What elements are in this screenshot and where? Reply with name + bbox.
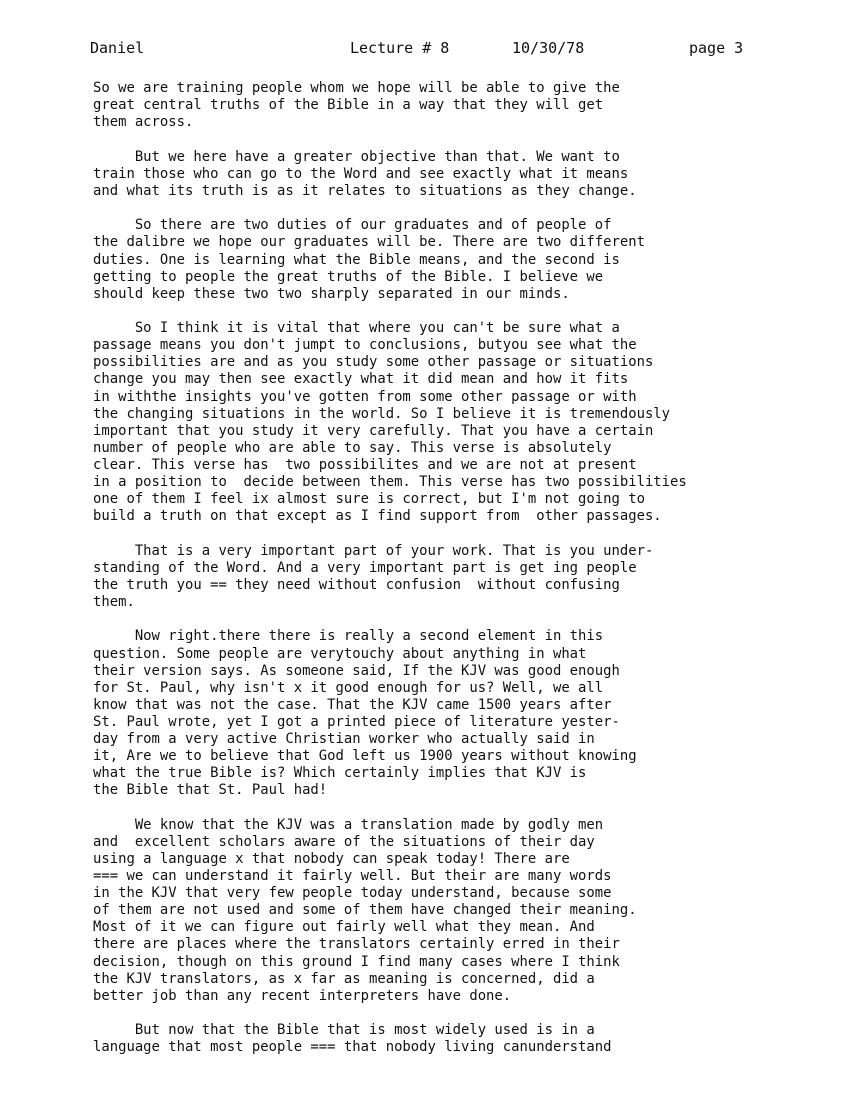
text-line: Now right.there there is really a second element in this bbox=[93, 628, 604, 645]
text-line: But we here have a greater objective than that. We want to bbox=[93, 148, 620, 165]
text-line: them. bbox=[93, 594, 135, 610]
paragraph bbox=[93, 320, 838, 525]
paragraph bbox=[93, 1022, 838, 1056]
header-page-number: page 3 bbox=[689, 39, 744, 57]
text-line: passage means you don't jumpt to conclusions, butyou see what the bbox=[93, 337, 637, 354]
paragraph bbox=[93, 628, 838, 799]
text-line: there are places where the translators certainly erred in their bbox=[93, 936, 620, 953]
text-line: in the KJV that very few people today understand, because some bbox=[93, 885, 612, 902]
text-line: and excellent scholars aware of the situations of their day bbox=[93, 833, 595, 850]
text-line: in a position to decide between them. This verse has two possibilities bbox=[93, 474, 687, 491]
text-line: clear. This verse has two possibilites and we are not at present bbox=[93, 456, 637, 473]
text-line: Most of it we can figure out fairly well what they mean. And bbox=[93, 919, 595, 936]
paragraph bbox=[93, 217, 838, 302]
text-line: change you may then see exactly what it did mean and how it fits bbox=[93, 371, 629, 388]
text-line: So there are two duties of our graduates and of people of bbox=[93, 217, 612, 234]
text-line: day from a very active Christian worker who actually said in bbox=[93, 731, 595, 748]
text-line: standing of the Word. And a very important part is get ing people bbox=[93, 559, 637, 576]
text-line: better job than any recent interpreters have done. bbox=[93, 987, 512, 1004]
text-line: for St. Paul, why isn't x it good enough for us? Well, we all bbox=[93, 679, 604, 696]
text-line: train those who can go to the Word and see exactly what it means bbox=[93, 165, 629, 182]
text-line: should keep these two two sharply separated in our minds. bbox=[93, 285, 570, 302]
text-line: === we can understand it fairly well. But their are many words bbox=[93, 868, 612, 885]
header-course: Daniel bbox=[90, 39, 145, 57]
text-line: We know that the KJV was a translation made by godly men bbox=[93, 816, 604, 833]
text-line: what the true Bible is? Which certainly implies that KJV is bbox=[93, 765, 587, 782]
text-line: build a truth on that except as I find support from other passages. bbox=[93, 508, 662, 525]
paragraph bbox=[93, 80, 838, 131]
document-body bbox=[93, 80, 838, 1074]
text-line: them across. bbox=[93, 114, 194, 131]
text-line: using a language x that nobody can speak today! There are bbox=[93, 851, 570, 867]
text-line: the changing situations in the world. So I believe it is tremendously bbox=[93, 405, 671, 422]
text-line: language that most people === that nobody living canunderstand bbox=[93, 1039, 612, 1056]
text-line: and what its truth is as it relates to situations as they change. bbox=[93, 182, 637, 199]
text-line: of them are not used and some of them have changed their meaning. bbox=[93, 902, 637, 919]
text-line: important that you study it very carefully. That you have a certain bbox=[93, 422, 654, 439]
text-line: That is a very important part of your work. That is you under- bbox=[93, 542, 654, 559]
text-line: decision, though on this ground I find many cases where I think bbox=[93, 953, 620, 970]
text-line: know that was not the case. That the KJV came 1500 years after bbox=[93, 696, 612, 713]
text-line: So we are training people whom we hope will be able to give the bbox=[93, 80, 620, 96]
text-line: getting to people the great truths of the Bible. I believe we bbox=[93, 268, 604, 285]
text-line: their version says. As someone said, If the KJV was good enough bbox=[93, 662, 620, 679]
text-line: in withthe insights you've gotten from some other passage or with bbox=[93, 388, 637, 405]
text-line: St. Paul wrote, yet I got a printed piece of literature yester- bbox=[93, 713, 620, 730]
text-line: the KJV translators, as x far as meaning is concerned, did a bbox=[93, 970, 595, 987]
paragraph bbox=[93, 149, 838, 200]
text-line: possibilities are and as you study some other passage or situations bbox=[93, 354, 654, 371]
text-line: the truth you == they need without confusion without confusing bbox=[93, 576, 620, 593]
text-line: the dalibre we hope our graduates will be. There are two different bbox=[93, 234, 645, 251]
header-date: 10/30/78 bbox=[512, 39, 585, 57]
header-lecture: Lecture # 8 bbox=[350, 39, 450, 57]
text-line: great central truths of the Bible in a way that they will get bbox=[93, 97, 604, 114]
text-line: number of people who are able to say. This verse is absolutely bbox=[93, 439, 612, 456]
paragraph bbox=[93, 543, 838, 611]
text-line: the Bible that St. Paul had! bbox=[93, 782, 328, 799]
text-line: one of them I feel ix almost sure is correct, but I'm not going to bbox=[93, 491, 645, 508]
text-line: So I think it is vital that where you can't be sure what a bbox=[93, 320, 620, 337]
text-line: question. Some people are verytouchy about anything in what bbox=[93, 645, 587, 662]
paragraph bbox=[93, 817, 838, 1005]
text-line: it, Are we to believe that God left us 1900 years without knowing bbox=[93, 748, 637, 765]
text-line: But now that the Bible that is most widely used is in a bbox=[93, 1022, 595, 1039]
page-header bbox=[90, 38, 843, 58]
text-line: duties. One is learning what the Bible means, and the second is bbox=[93, 251, 620, 268]
